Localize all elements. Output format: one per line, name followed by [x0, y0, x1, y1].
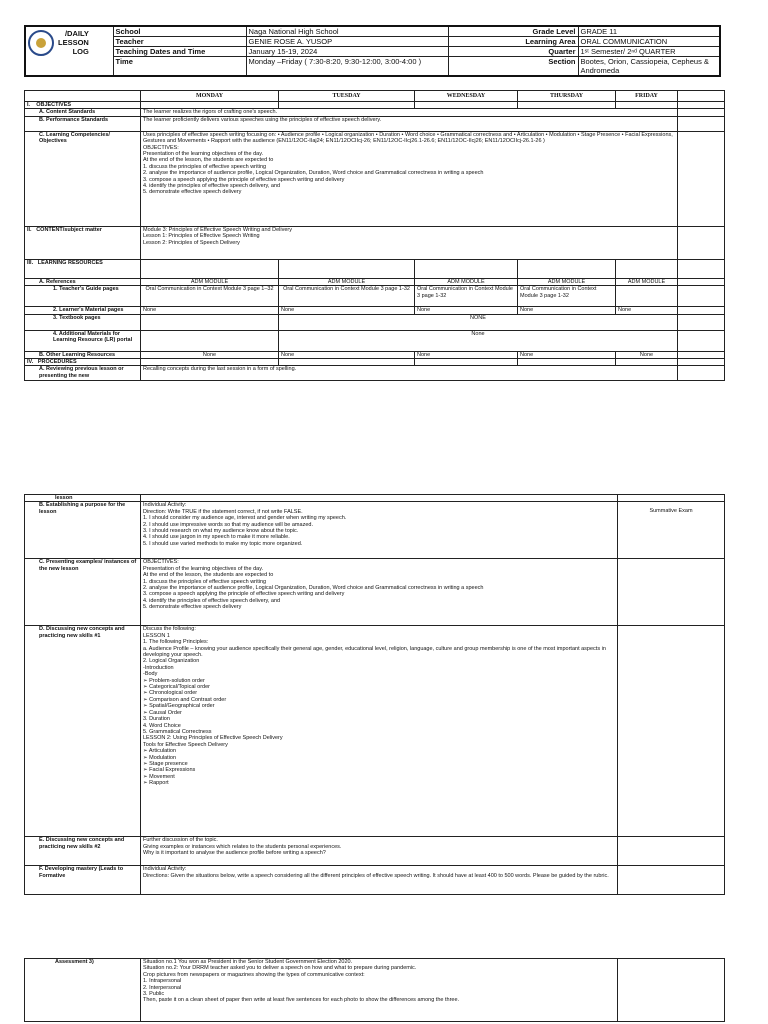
references-label: A. References — [25, 278, 141, 285]
teachers-guide-label: 1. Teacher's Guide pages — [25, 286, 141, 307]
section-title: PROCEDURES — [37, 359, 77, 366]
teachers-guide-monday: Oral Communication in Context Module 3 page 1–32 — [141, 286, 279, 307]
school-label: School — [113, 26, 246, 37]
friday-summative-exam: Summative Exam — [618, 502, 725, 559]
lesson-log-table-page3 — [24, 958, 724, 1022]
procedures-heading — [25, 359, 141, 366]
teacher-label: Teacher — [113, 37, 246, 47]
learners-material-thursday: None — [518, 307, 616, 314]
day-header-blank — [25, 91, 141, 102]
learning-area-label: Learning Area — [448, 37, 578, 47]
presenting-examples-value: OBJECTIVES: Presentation of the learning objectives of the day. At the end of the lesson, the students are expected to 1. discuss the principles of effective speech writing 2. analyse the importance of audience profile, Logical Organization, Duration, Word choice and Grammatical correctness in writing a speech 3. compose a speech applying the principle of effective speech writing and delivery 4. identify the principles of effective speech delivery, and 5. demonstrate effective speech delivery — [141, 559, 618, 626]
purpose-value: Individual Activity: Direction: Write TRUE if the statement correct, if not write FALSE. 1. I should consider my audience age, interest and gender when writing my speech. 2. I should use impressive words so that my audience will be amazed. 3. I should research on what my audience know about the topic. 4. I should use jargon in my speech to make it more reliable. 5. I should use varied methods to make my topic more organized. — [141, 502, 618, 559]
learners-material-label: 2. Learner's Material pages — [25, 307, 141, 314]
performance-standards-value: The learner proficiently delivers various speeches using the principles of effective speech delivery. — [141, 116, 678, 131]
teachers-guide-thursday: Oral Communication in Context Module 3 page 1-32 — [518, 286, 616, 307]
section-label: Section — [448, 57, 578, 77]
day-header-monday: MONDAY — [141, 91, 279, 102]
resources-heading — [25, 259, 141, 278]
day-header-wednesday: WEDNESDAY — [415, 91, 518, 102]
learners-material-wednesday: None — [415, 307, 518, 314]
learners-material-tuesday: None — [279, 307, 415, 314]
reference-tuesday: ADM MODULE — [279, 278, 415, 285]
discussing-concepts-1-value: Discuss the following: LESSON 1 1. The following Principles: a. Audience Profile – knowing your audience specifically their general age, gender, educational level, religion, language, culture and group membership is one of the most important aspects in developing your speech. 2. Logical Organization -Introduction -Body ➢ Problem-solution order ➢ Categorical/Topical order ➢ Chronological order ➢ Comparison and Contrast order ➢ Spatial/Geographical order ➢ Causal Order 3. Duration 4. Word Choice 5. Grammatical Correctness LESSON 2: Using Principles of Effective Speech Delivery Tools for Effective Speech Delivery ➢ Articulation ➢ Modulation ➢ Stage presence ➢ Facial Expressions ➢ Movement ➢ Rapport — [141, 626, 618, 837]
reference-wednesday: ADM MODULE — [415, 278, 518, 285]
other-resources-thursday: None — [518, 351, 616, 358]
content-standards-value: The learner realizes the rigors of crafting one's speech. — [141, 109, 678, 116]
quarter-value: 1ˢᵗ Semester/ 2ⁿᵈ QUARTER — [578, 47, 720, 57]
other-resources-tuesday: None — [279, 351, 415, 358]
content-value: Module 3: Principles of Effective Speech Writing and Delivery Lesson 1: Principles of Effective Speech Writing Lesson 2: Principles of Speech Delivery — [141, 226, 678, 259]
lesson-log-header — [24, 25, 719, 77]
textbook-label: 3. Textbook pages — [25, 314, 141, 330]
learners-material-monday: None — [141, 307, 279, 314]
developing-mastery-label: F. Developing mastery (Leads to Formative — [25, 866, 141, 895]
other-resources-label: B. Other Learning Resources — [25, 351, 141, 358]
other-resources-monday: None — [141, 351, 279, 358]
learning-area-value: ORAL COMMUNICATION — [578, 37, 720, 47]
additional-materials-label: 4. Additional Materials for Learning Resource (LR) portal — [25, 330, 141, 351]
grade-level-value: GRADE 11 — [578, 26, 720, 37]
grade-level-label: Grade Level — [448, 26, 578, 37]
teachers-guide-wednesday: Oral Communication in Context Module 3 page 1-32 — [415, 286, 518, 307]
school-value: Naga National High School — [246, 26, 448, 37]
other-resources-friday: None — [616, 351, 678, 358]
developing-mastery-continued-label: Assessment 3) — [25, 959, 141, 1022]
teachers-guide-tuesday: Oral Communication in Context Module 3 page 1-32 — [279, 286, 415, 307]
content-standards-label: A. Content Standards — [25, 109, 141, 116]
other-resources-wednesday: None — [415, 351, 518, 358]
section-number: I. — [27, 102, 31, 108]
reference-monday: ADM MODULE — [141, 278, 279, 285]
teaching-dates-label: Teaching Dates and Time — [113, 47, 246, 57]
discussing-concepts-1-label: D. Discussing new concepts and practicing new skills #1 — [25, 626, 141, 837]
reviewing-label: A. Reviewing previous lesson or presenting the new — [25, 366, 141, 381]
competencies-label: C. Learning Competencies/ Objectives — [25, 131, 141, 226]
reference-friday: ADM MODULE — [616, 278, 678, 285]
competencies-value: Uses principles of effective speech writing focusing on: • Audience profile • Logical organization • Duration • Word choice • Grammatical correctness and • Articulation • Modulation • Stage Presence • Facial Expressions, Gestures and Movements • Rapport with the audience (EN11/12OC-IIaj24; EN11/12OCIIcj-26; EN11/12OC-IIcj26.1-26.6; EN11/12OC-IIcj26; EN11/12OCIIcj-26.1-26 ) OBJECTIVES: Presentation of the learning objectives of the day. At the end of the lesson, the students are expected to 1. discuss the principles of effective speech writing 2. analyse the importance of audience profile, Logical Organization, Duration, Word choice and Grammatical correctness in writing a speech 3. compose a speech applying the principle of effective speech writing and delivery 4. identify the principles of effective speech delivery, and 5. demonstrate effective speech delivery — [141, 131, 678, 226]
day-header-extra — [678, 91, 725, 102]
section-number: IV. — [27, 359, 34, 366]
content-heading — [25, 226, 141, 259]
section-value: Bootes, Orion, Cassiopeia, Cepheus & Andromeda — [578, 57, 720, 77]
discussing-concepts-2-label: E. Discussing new concepts and practicing new skills #2 — [25, 837, 141, 866]
additional-materials-value: None — [279, 330, 678, 351]
teacher-value: GENIE ROSE A. YUSOP — [246, 37, 448, 47]
section-title: LEARNING RESOURCES — [37, 259, 103, 266]
time-value: Monday –Friday ( 7:30-8:20, 9:30-12:00, 3:00-4:00 ) — [246, 57, 448, 77]
presenting-examples-label: C. Presenting examples/ instances of the new lesson — [25, 559, 141, 626]
quarter-label: Quarter — [448, 47, 578, 57]
performance-standards-label: B. Performance Standards — [25, 116, 141, 131]
time-label: Time — [113, 57, 246, 77]
day-header-tuesday: TUESDAY — [279, 91, 415, 102]
section-number: II. — [27, 226, 32, 233]
reviewing-continued-label: lesson — [25, 495, 141, 502]
purpose-label: B. Establishing a purpose for the lesson — [25, 502, 141, 559]
discussing-concepts-2-value: Further discussion of the topic. Giving examples or instances which relates to the students personal experiences. Why is it important to analyse the audience profile before writing a speech? — [141, 837, 618, 866]
teaching-dates-value: January 15-19, 2024 — [246, 47, 448, 57]
deped-seal-icon — [28, 30, 54, 56]
reference-thursday: ADM MODULE — [518, 278, 616, 285]
lesson-log-table-page2 — [24, 494, 724, 895]
textbook-value: NONE — [279, 314, 678, 330]
day-header-friday: FRIDAY — [616, 91, 678, 102]
learners-material-friday: None — [616, 307, 678, 314]
developing-mastery-continued-value: Situation no.1 You won as President in the Senior Student Government Election 2020. Situation no.2: Your DRRM teacher asked you to deliver a speech on how and what to prepare during pandemic. Crop pictures from newspapers or magazines showing the types of communicative context: 1. Intrapersonal 2. Interpersonal 3. Public Then, paste it on a clean sheet of paper then write at least five sentences for each photo to show the differences among the three. — [141, 959, 618, 1022]
teachers-guide-friday — [616, 286, 678, 307]
section-number: III. — [27, 259, 34, 266]
section-title: CONTENT/subject matter — [36, 226, 102, 233]
log-title-cell — [25, 26, 113, 76]
lesson-log-table-page1 — [24, 90, 724, 381]
day-header-thursday: THURSDAY — [518, 91, 616, 102]
section-title: OBJECTIVES — [36, 102, 72, 108]
log-title: /DAILY LESSON LOG — [58, 28, 89, 56]
objectives-heading — [25, 102, 141, 109]
reviewing-value: Recalling concepts during the last session in a form of spelling. — [141, 366, 678, 381]
developing-mastery-value: Individual Activity: Directions: Given the situations below, write a speech considering all the different principles of effective speech writing. It should have at least 400 to 500 words. Please be guided by the rubric. — [141, 866, 618, 895]
